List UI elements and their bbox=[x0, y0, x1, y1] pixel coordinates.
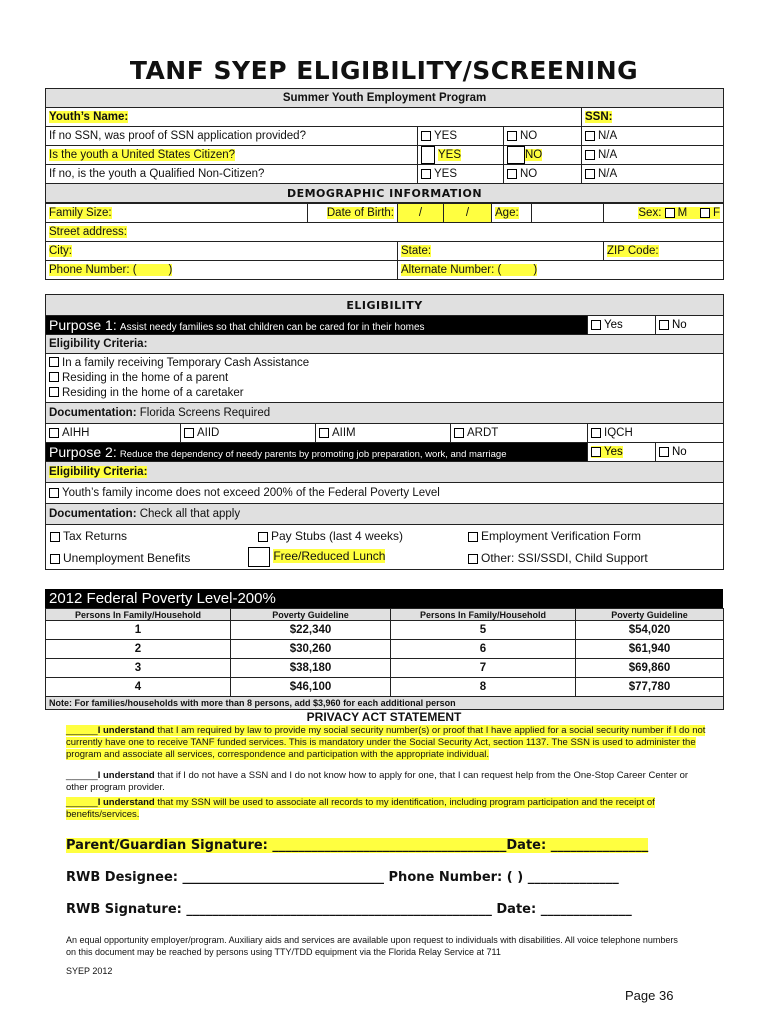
doc-employment-verification[interactable]: Employment Verification Form bbox=[468, 529, 641, 543]
eligibility-table bbox=[45, 294, 724, 570]
page-number: Page 36 bbox=[625, 988, 674, 1003]
age-value[interactable] bbox=[532, 204, 604, 223]
eligibility-header: ELIGIBILITY bbox=[46, 295, 724, 316]
p1-criteria-item[interactable]: Residing in the home of a parent bbox=[49, 371, 720, 386]
ssn-proof-yes[interactable]: YES bbox=[418, 127, 504, 146]
p1-criteria-list bbox=[46, 354, 724, 403]
noncitizen-question: If no, is the youth a Qualified Non-Citizen? bbox=[46, 165, 418, 184]
p2-documentation: Documentation: Check all that apply bbox=[46, 504, 724, 525]
doc-tax-returns[interactable]: Tax Returns bbox=[50, 529, 127, 543]
checkbox-icon[interactable] bbox=[50, 532, 60, 542]
rwb-signature-line[interactable]: RWB Signature: _______________________________________________ Date: ______________ bbox=[66, 902, 632, 917]
doc-other[interactable]: Other: SSI/SSDI, Child Support bbox=[468, 551, 648, 565]
doc-unemployment[interactable]: Unemployment Benefits bbox=[50, 551, 190, 565]
age-field[interactable]: Age: bbox=[492, 204, 532, 223]
checkbox-icon[interactable] bbox=[421, 146, 435, 164]
demographic-table bbox=[45, 203, 724, 280]
purpose1-yes[interactable]: Yes bbox=[588, 316, 656, 335]
checkbox-icon[interactable] bbox=[184, 428, 194, 438]
p1-documentation: Documentation: Florida Screens Required bbox=[46, 403, 724, 424]
citizen-na[interactable]: N/A bbox=[582, 146, 724, 165]
p2-doc-options bbox=[46, 525, 724, 570]
purpose2-yes[interactable]: Yes bbox=[588, 443, 656, 462]
col-guideline: Poverty Guideline bbox=[576, 609, 724, 621]
city-field[interactable]: City: bbox=[46, 242, 398, 261]
checkbox-icon[interactable] bbox=[665, 208, 675, 218]
p1-criteria-item[interactable]: Residing in the home of a caretaker bbox=[49, 386, 720, 401]
rwb-designee-line[interactable]: RWB Designee: _______________________________ Phone Number: ( ) ______________ bbox=[66, 870, 619, 885]
checkbox-icon[interactable] bbox=[421, 169, 431, 179]
checkbox-icon[interactable] bbox=[659, 320, 669, 330]
table-row: 1 $22,340 5 $54,020 bbox=[46, 621, 724, 640]
youth-info-table bbox=[45, 88, 724, 203]
checkbox-icon[interactable] bbox=[421, 131, 431, 141]
dob-day[interactable]: / bbox=[444, 204, 492, 223]
checkbox-icon[interactable] bbox=[248, 547, 270, 567]
doc-free-lunch[interactable]: Free/Reduced Lunch bbox=[248, 547, 385, 567]
dob-month[interactable]: / bbox=[398, 204, 444, 223]
col-guideline: Poverty Guideline bbox=[231, 609, 391, 621]
form-title: TANF SYEP ELIGIBILITY/SCREENING bbox=[129, 56, 639, 85]
checkbox-icon[interactable] bbox=[49, 488, 59, 498]
noncitizen-no[interactable]: NO bbox=[504, 165, 582, 184]
poverty-note: Note: For families/households with more than 8 persons, add $3,960 for each additional person bbox=[46, 697, 724, 710]
table-row: 2 $30,260 6 $61,940 bbox=[46, 640, 724, 659]
checkbox-icon[interactable] bbox=[700, 208, 710, 218]
checkbox-icon[interactable] bbox=[49, 428, 59, 438]
citizen-yes[interactable]: YES bbox=[418, 146, 504, 165]
family-size-field[interactable]: Family Size: bbox=[46, 204, 308, 223]
privacy-paragraph-1: ______I understand that I am required by law to provide my social security number(s) or proof that I have applied for a social security number if I do not currently have one to receive TANF funded services. This is mandatory under the Social Security Act, section 1137. The SSN is used to administer the program and associate all services, correspondence and participation with the appropriate individual. bbox=[66, 725, 706, 760]
youth-name-label: Youth’s Name: bbox=[49, 111, 129, 123]
p1-eligibility-criteria-label: Eligibility Criteria: bbox=[46, 335, 724, 354]
privacy-paragraph-3: ______I understand that my SSN will be used to associate all records to my identification, including program participation and the receipt of benefits/services. bbox=[66, 797, 655, 820]
youth-name-field[interactable] bbox=[46, 108, 582, 127]
p1-criteria-item[interactable]: In a family receiving Temporary Cash Assistance bbox=[49, 356, 720, 371]
doc-aiim[interactable]: AIIM bbox=[316, 424, 451, 443]
ssn-proof-question: If no SSN, was proof of SSN application provided? bbox=[46, 127, 418, 146]
purpose1-no[interactable]: No bbox=[656, 316, 724, 335]
col-persons: Persons In Family/Household bbox=[46, 609, 231, 621]
checkbox-icon[interactable] bbox=[585, 169, 595, 179]
doc-pay-stubs[interactable]: Pay Stubs (last 4 weeks) bbox=[258, 529, 403, 543]
poverty-table bbox=[45, 608, 724, 710]
checkbox-icon[interactable] bbox=[49, 372, 59, 382]
doc-aihh[interactable]: AIHH bbox=[46, 424, 181, 443]
street-field[interactable]: Street address: bbox=[46, 223, 724, 242]
p2-eligibility-criteria-label: Eligibility Criteria: bbox=[46, 462, 724, 483]
checkbox-icon[interactable] bbox=[585, 131, 595, 141]
poverty-title: 2012 Federal Poverty Level-200% bbox=[45, 589, 723, 608]
form-code: SYEP 2012 bbox=[66, 966, 113, 976]
checkbox-icon[interactable] bbox=[454, 428, 464, 438]
sex-field[interactable]: Sex: M F bbox=[604, 204, 724, 223]
privacy-paragraph-2: ______I understand that if I do not have a SSN and I do not know how to apply for one, that I can request help from the One-Stop Career Center or other program provider. bbox=[66, 770, 689, 793]
checkbox-icon[interactable] bbox=[585, 150, 595, 160]
checkbox-icon[interactable] bbox=[49, 357, 59, 367]
checkbox-icon[interactable] bbox=[258, 532, 268, 542]
citizen-question: Is the youth a United States Citizen? bbox=[46, 146, 418, 165]
ssn-proof-na[interactable]: N/A bbox=[582, 127, 724, 146]
state-field[interactable]: State: bbox=[398, 242, 604, 261]
purpose2-bar: Purpose 2: Reduce the dependency of needy parents by promoting job preparation, work, and marriage bbox=[46, 443, 588, 462]
parent-signature-line[interactable]: Parent/Guardian Signature: ____________________________________Date: _______________ bbox=[66, 838, 649, 853]
alt-phone-field[interactable]: Alternate Number: ( ) bbox=[398, 261, 724, 280]
checkbox-icon[interactable] bbox=[591, 428, 601, 438]
checkbox-icon[interactable] bbox=[468, 554, 478, 564]
checkbox-icon[interactable] bbox=[50, 554, 60, 564]
noncitizen-yes[interactable]: YES bbox=[418, 165, 504, 184]
checkbox-icon[interactable] bbox=[49, 387, 59, 397]
dob-field[interactable]: Date of Birth: bbox=[308, 204, 398, 223]
noncitizen-na[interactable]: N/A bbox=[582, 165, 724, 184]
equal-opportunity-note: An equal opportunity employer/program. Auxiliary aids and services are available upon request to individuals with disabilities. All voice telephone numbers on this document may be reached by persons using TTY/TDD equipment via the Florida Relay Service at 711 bbox=[66, 935, 678, 957]
checkbox-icon[interactable] bbox=[591, 320, 601, 330]
p2-criteria-item[interactable]: Youth’s family income does not exceed 200% of the Federal Poverty Level bbox=[46, 483, 724, 504]
citizen-no[interactable]: NO bbox=[504, 146, 582, 165]
doc-ardt[interactable]: ARDT bbox=[451, 424, 588, 443]
checkbox-icon[interactable] bbox=[468, 532, 478, 542]
ssn-proof-no[interactable]: NO bbox=[504, 127, 582, 146]
program-header: Summer Youth Employment Program bbox=[46, 89, 724, 108]
phone-field[interactable]: Phone Number: ( ) bbox=[46, 261, 398, 280]
privacy-title: PRIVACY ACT STATEMENT bbox=[306, 710, 462, 724]
ssn-field[interactable] bbox=[582, 108, 724, 127]
purpose1-bar: Purpose 1: Assist needy families so that children can be cared for in their homes bbox=[46, 316, 588, 335]
checkbox-icon[interactable] bbox=[507, 131, 517, 141]
table-row: 4 $46,100 8 $77,780 bbox=[46, 678, 724, 697]
demographic-header: DEMOGRAPHIC INFORMATION bbox=[46, 184, 724, 203]
col-persons: Persons In Family/Household bbox=[391, 609, 576, 621]
ssn-label: SSN: bbox=[585, 111, 613, 123]
zip-field[interactable]: ZIP Code: bbox=[604, 242, 724, 261]
checkbox-icon[interactable] bbox=[507, 169, 517, 179]
purpose2-no[interactable]: No bbox=[656, 443, 724, 462]
table-row: 3 $38,180 7 $69,860 bbox=[46, 659, 724, 678]
checkbox-icon[interactable] bbox=[319, 428, 329, 438]
checkbox-icon[interactable] bbox=[591, 447, 601, 457]
checkbox-icon[interactable] bbox=[659, 447, 669, 457]
doc-iqch[interactable]: IQCH bbox=[588, 424, 724, 443]
doc-aiid[interactable]: AIID bbox=[181, 424, 316, 443]
checkbox-icon[interactable] bbox=[507, 146, 525, 164]
